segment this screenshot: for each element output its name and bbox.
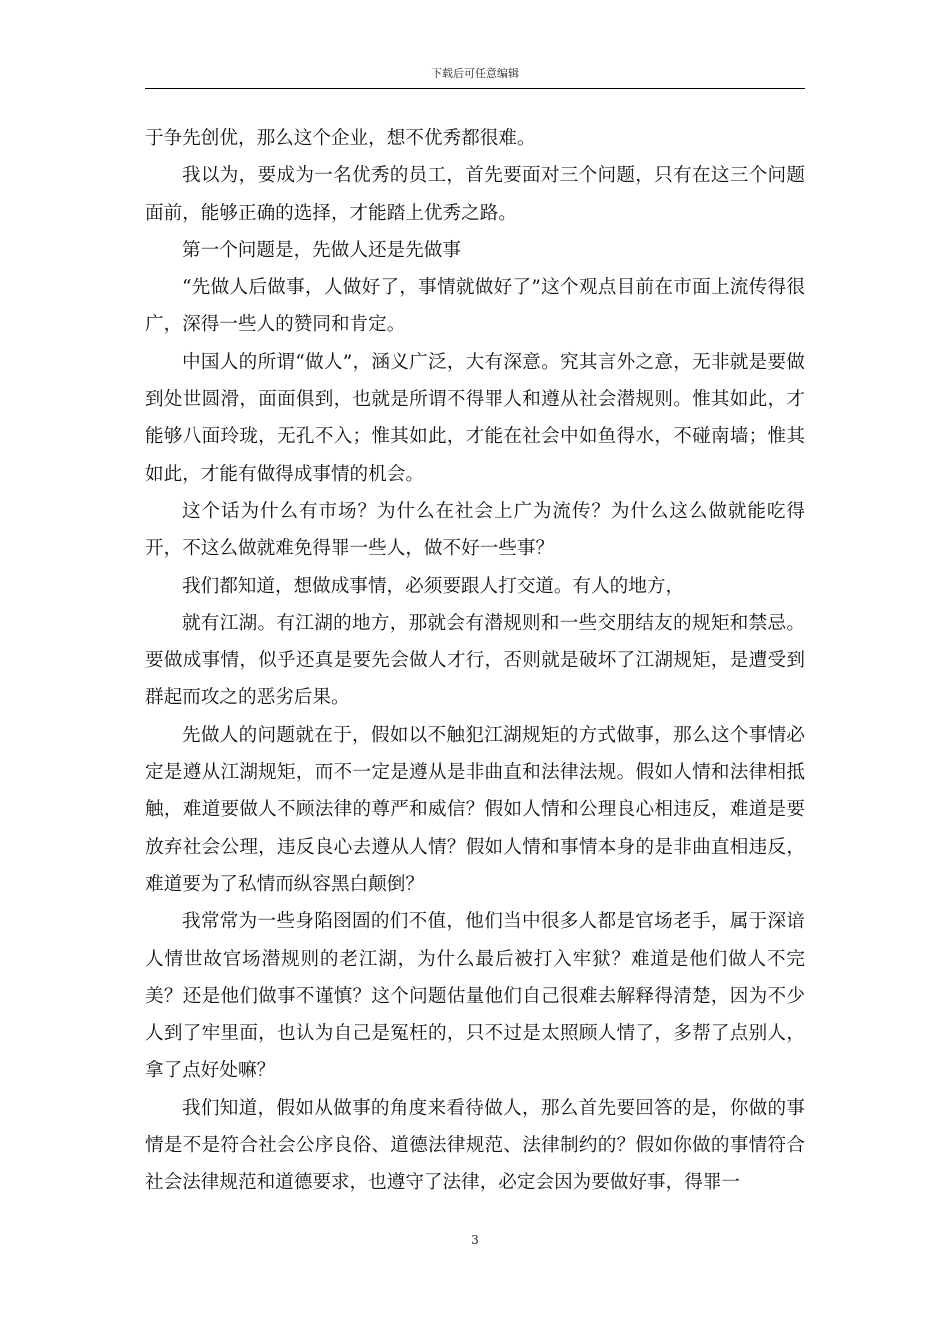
paragraph: “先做人后做事，人做好了，事情就做好了”这个观点目前在市面上流传得很广，深得一些人的赞同和肯定。 bbox=[145, 277, 805, 336]
page-header: 下载后可任意编辑 bbox=[431, 67, 519, 80]
paragraph: 中国人的所谓“做人”，涵义广泛，大有深意。究其言外之意，无非就是要做到处世圆滑，面面俱到，也就是所谓不得罪人和遵从社会潜规则。惟其如此，才能够八面玲珑，无孔不入；惟其如此，才能在社会中如鱼得水，不碰南墙；惟其如此，才能有做得成事情的机会。 bbox=[145, 351, 805, 485]
paragraph: 我们都知道，想做成事情，必须要跟人打交道。有人的地方， bbox=[182, 575, 685, 597]
document-body bbox=[145, 120, 805, 1202]
paragraph: 先做人的问题就在于，假如以不触犯江湖规矩的方式做事，那么这个事情必定是遵从江湖规矩，而不一定是遵从是非曲直和法律法规。假如人情和法律相抵触，难道要做人不顾法律的尊严和威信？假如人情和公理良心相违反，难道是要放弃社会公理，违反良心去遵从人情？假如人情和事情本身的是非曲直相违反，难道要为了私情而纵容黑白颠倒？ bbox=[145, 724, 805, 895]
paragraph: 我们知道，假如从做事的角度来看待做人，那么首先要回答的是，你做的事情是不是符合社会公序良俗、道德法律规范、法律制约的？假如你做的事情符合社会法律规范和道德要求，也遵守了法律，必定会因为要做好事，得罪一 bbox=[145, 1097, 805, 1194]
header-rule bbox=[145, 88, 805, 89]
paragraph: 第一个问题是，先做人还是先做事 bbox=[182, 239, 461, 261]
paragraph: 这个话为什么有市场？为什么在社会上广为流传？为什么这么做就能吃得开，不这么做就难免得罪一些人，做不好一些事？ bbox=[145, 500, 805, 560]
paragraph: 于争先创优，那么这个企业，想不优秀都很难。 bbox=[145, 128, 536, 149]
paragraph: 就有江湖。有江湖的地方，那就会有潜规则和一些交朋结友的规矩和禁忌。要做成事情，似乎还真是要先会做人才行，否则就是破坏了江湖规矩，是遭受到群起而攻之的恶劣后果。 bbox=[145, 612, 805, 709]
paragraph: 我以为，要成为一名优秀的员工，首先要面对三个问题，只有在这三个问题面前，能够正确的选择，才能踏上优秀之路。 bbox=[145, 165, 805, 224]
page-number: 3 bbox=[471, 1233, 479, 1247]
paragraph: 我常常为一些身陷囹圄的们不值，他们当中很多人都是官场老手，属于深谙人情世故官场潜规则的老江湖，为什么最后被打入牢狱？难道是他们做人不完美？还是他们做事不谨慎？这个问题估量他们自己很难去解释得清楚，因为不少人到了牢里面，也认为自己是冤枉的，只不过是太照顾人情了，多帮了点别人，拿了点好处嘛？ bbox=[145, 911, 805, 1082]
